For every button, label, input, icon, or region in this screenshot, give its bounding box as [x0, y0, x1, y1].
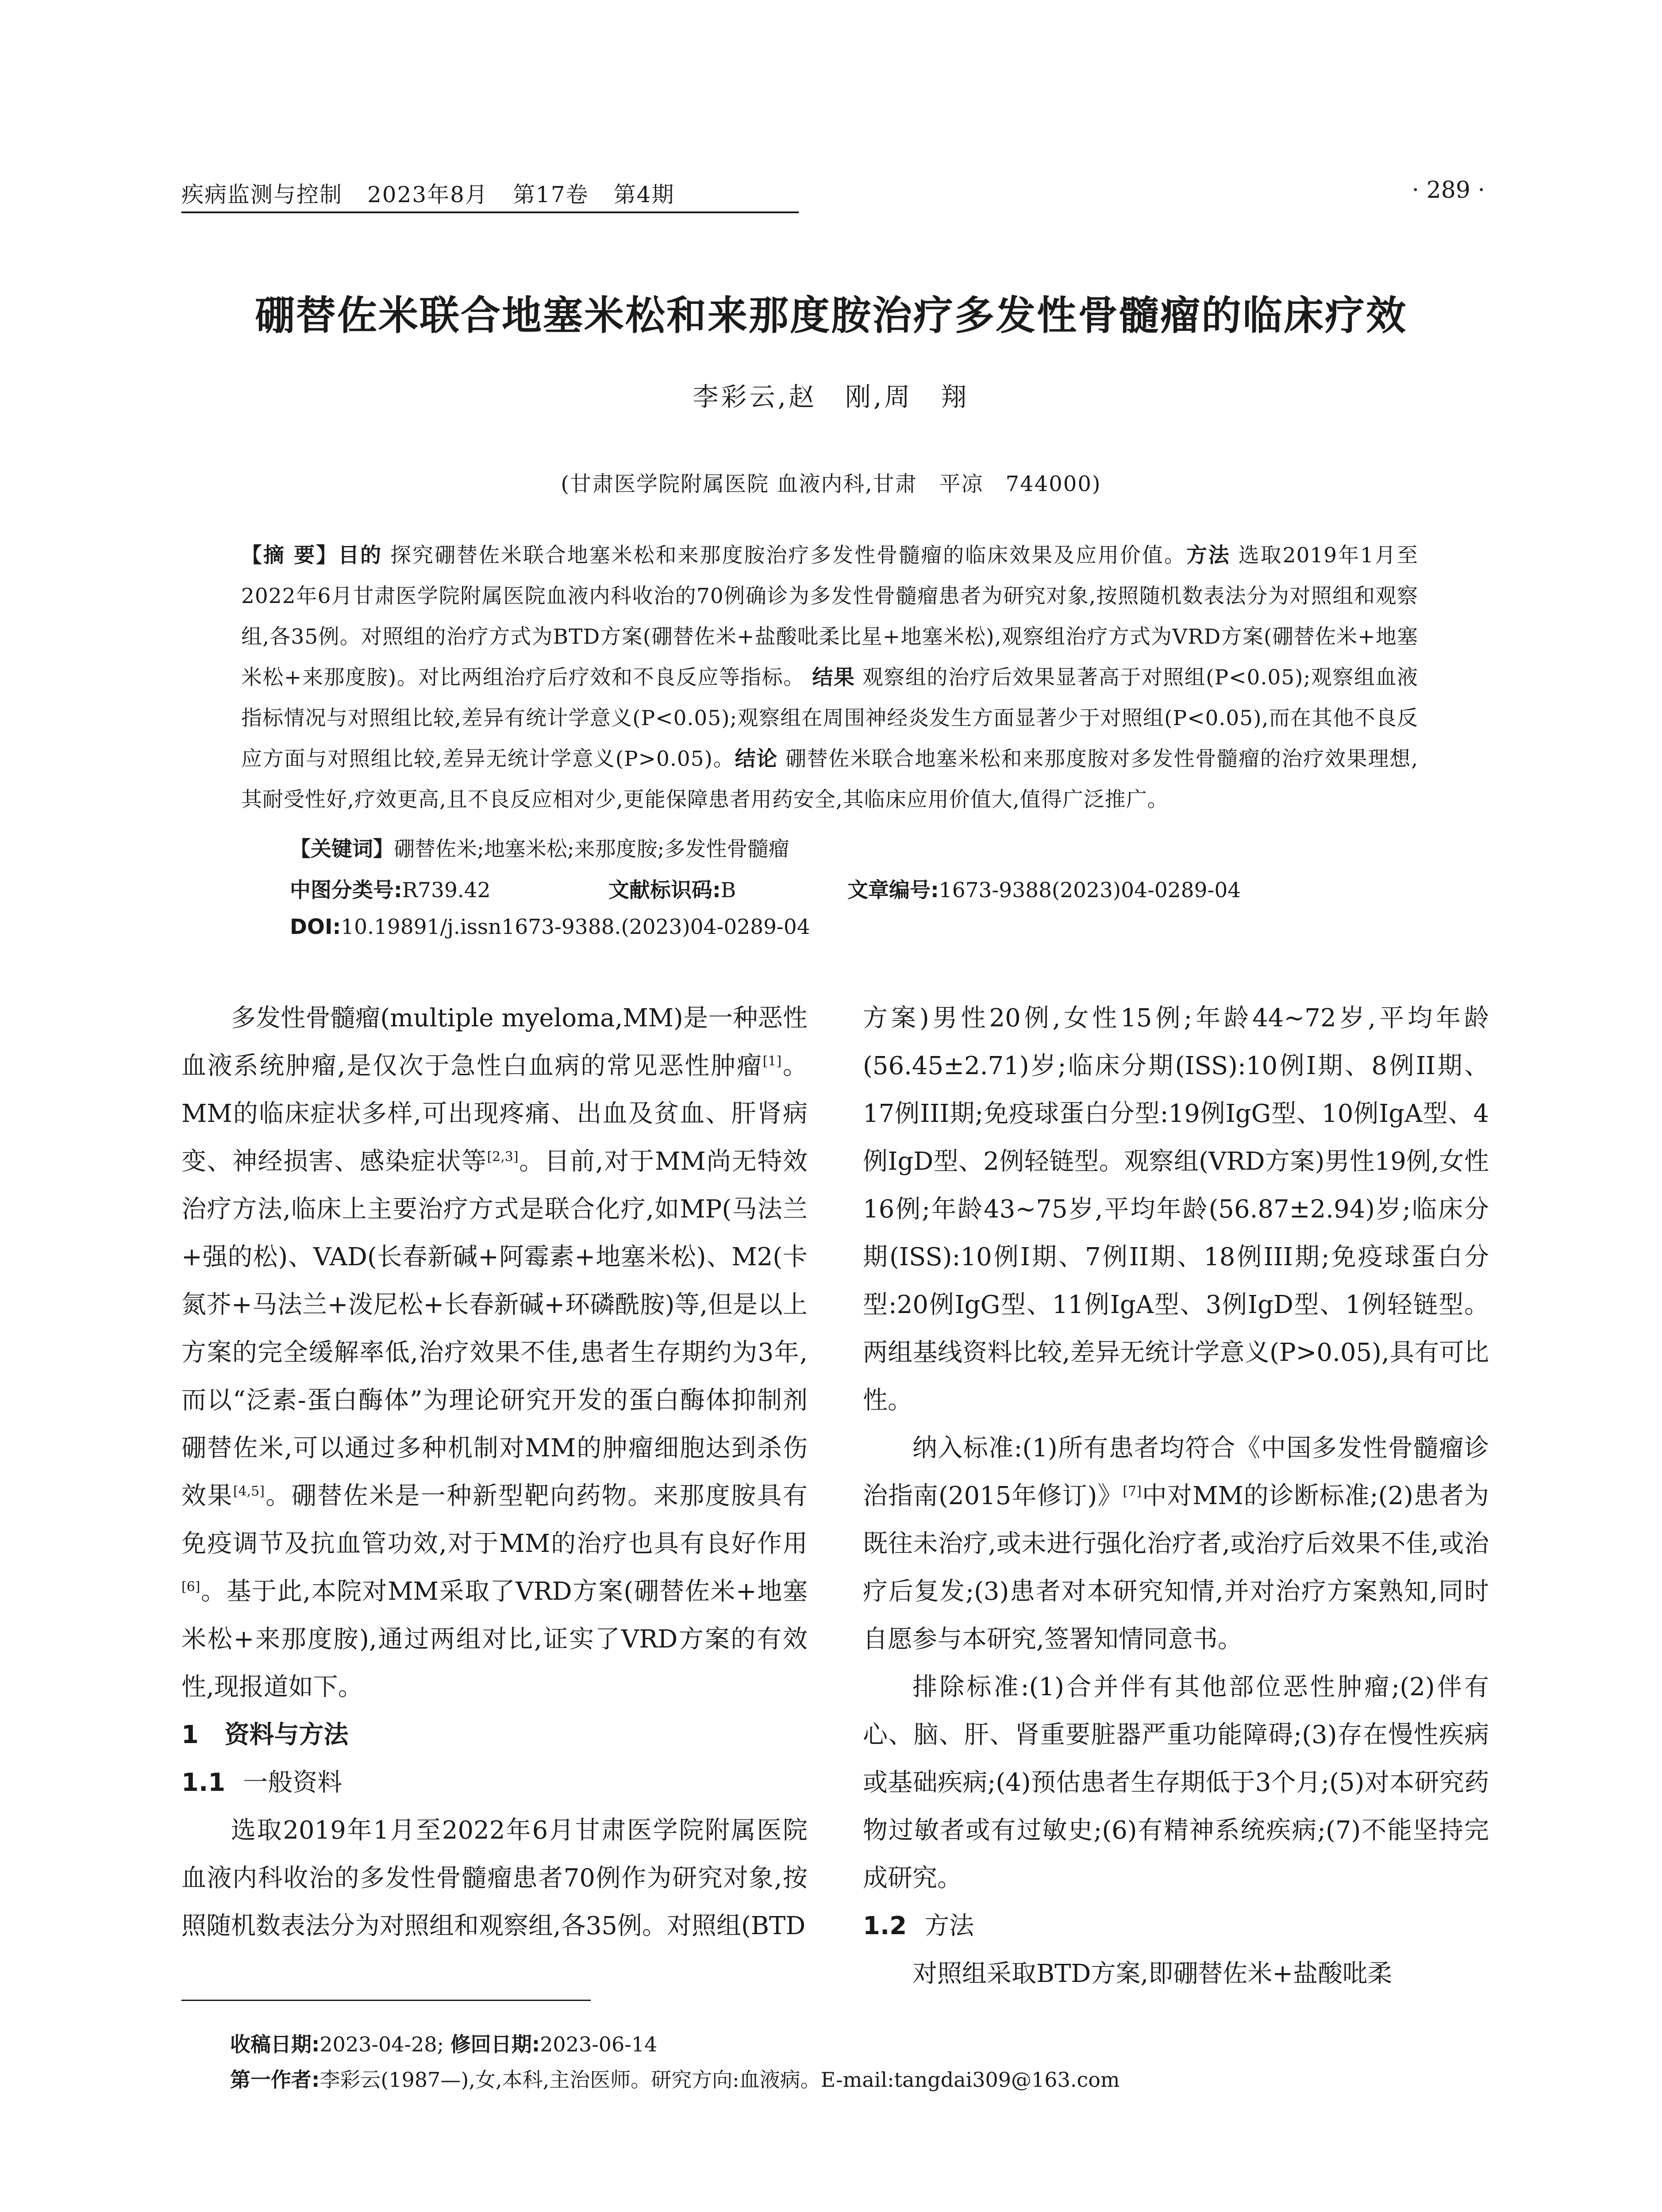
doi-value: 10.19891/j.issn1673-9388.(2023)04-0289-04 [341, 915, 810, 939]
objective-label: 目的 [338, 543, 383, 568]
keywords [290, 833, 1423, 862]
citation: [2,3] [487, 1149, 519, 1165]
subsection-title: 方法 [924, 1912, 974, 1940]
volume: 第17卷 [513, 182, 589, 207]
citation: [7] [1123, 1483, 1142, 1499]
header-rule [181, 211, 799, 213]
page-number: · 289 · [1412, 177, 1485, 204]
first-author-label: 第一作者: [230, 2068, 320, 2092]
subsection-heading [181, 1759, 808, 1807]
article-number-label: 文章编号: [847, 878, 939, 902]
intro-text-1: 多发性骨髓瘤(multiple myeloma,MM)是一种恶性血液系统肿瘤,是仅次于急性白血病的常见恶性肿瘤 [181, 1004, 808, 1080]
methods-label: 方法 [1186, 543, 1231, 568]
intro-text-3: 。目前,对于MM尚无特效治疗方法,临床上主要治疗方式是联合化疗,如MP(马法兰+强的松)、VAD(长春新碱+阿霉素+地塞米松)、M2(卡氮芥+马法兰+泼尼松+长春新碱+环磷酰胺)等,但是以上方案的完全缓解率低,治疗效果不佳,患者生存期约为3年,而以“泛素-蛋白酶体”为理论研究开发的蛋白酶体抑制剂硼替佐米,可以通过多种机制对MM的肿瘤细胞达到杀伤效果 [181, 1147, 808, 1510]
revised-label: 修回日期: [450, 2032, 540, 2056]
footnote-author [230, 2064, 1558, 2093]
subsection-number: 1.1 [181, 1768, 226, 1797]
citation: [4,5] [233, 1483, 265, 1499]
abstract [241, 535, 1418, 820]
abstract-label: 【摘 要】 [241, 543, 339, 568]
abstract-objective: 探究硼替佐米联合地塞米松和来那度胺治疗多发性骨髓瘤的临床效果及应用价值。 [390, 543, 1186, 568]
affiliation: (甘肃医学院附属医院 血液内科,甘肃 平凉 744000) [561, 472, 1101, 496]
general-data-continued-text: 方案)男性20例,女性15例;年龄44~72岁,平均年龄(56.45±2.71)岁;临床分期(ISS):10例I期、8例II期、17例III期;免疫球蛋白分型:19例IgG型、10例IgA型、4例IgD型、2例轻链型。观察组(VRD方案)男性19例,女性16例;年龄43~75岁,平均年龄(56.87±2.94)岁;临床分期(ISS):10例I期、7例II期、18例III期;免疫球蛋白分型:20例IgG型、11例IgA型、3例IgD型、1例轻链型。两组基线资料比较,差异无统计学意义(P>0.05),具有可比性。 [863, 1004, 1489, 1415]
body-column-right [863, 995, 1489, 1998]
doi-label: DOI: [290, 915, 341, 939]
issue-date: 2023年8月 [367, 182, 489, 207]
journal-name: 疾病监测与控制 [181, 182, 342, 207]
subsection-title: 一般资料 [243, 1768, 342, 1797]
intro-paragraph [181, 995, 808, 1711]
citation: [6] [181, 1579, 200, 1595]
doc-code-label: 文献标识码: [608, 878, 721, 902]
inclusion-text-1: 纳入标准:(1)所有患者均符合《中国多发性骨髓瘤诊治指南(2015年修订)》 [863, 1434, 1489, 1510]
abstract-results: 观察组的治疗后效果显著高于对照组(P<0.05);观察组血液指标情况与对照组比较,差异有统计学意义(P<0.05);观察组在周围神经炎发生方面显著少于对照组(P<0.05),而在其他不良反应方面与对照组比较,差异无统计学意义(P>0.05)。 [241, 665, 1418, 771]
general-data-paragraph: 选取2019年1月至2022年6月甘肃医学院附属医院血液内科收治的多发性骨髓瘤患者70例作为研究对象,按照随机数表法分为对照组和观察组,各35例。对照组(BTD [181, 1816, 808, 1940]
keywords-label: 【关键词】 [290, 837, 394, 861]
footnote-rule [181, 2000, 591, 2001]
methods-paragraph: 对照组采取BTD方案,即硼替佐米+盐酸吡柔 [912, 1959, 1393, 1988]
citation: [1] [762, 1053, 782, 1069]
inclusion-paragraph [863, 1425, 1489, 1663]
footnote-dates [230, 2028, 1558, 2058]
received-date: 2023-04-28; [319, 2032, 444, 2056]
issue-number: 第4期 [613, 182, 675, 207]
article-number-value: 1673-9388(2023)04-0289-04 [939, 878, 1241, 902]
exclusion-paragraph: 排除标准:(1)合并伴有其他部位恶性肿瘤;(2)伴有心、脑、肝、肾重要脏器严重功能障碍;(3)存在慢性疾病或基础疾病;(4)预估患者生存期低于3个月;(5)对本研究药物过敏者或有过敏史;(6)有精神系统疾病;(7)不能坚持完成研究。 [863, 1673, 1489, 1893]
inclusion-text-2: 中对MM的诊断标准;(2)患者为既往未治疗,或未进行强化治疗者,或治疗后效果不佳,或治疗后复发;(3)患者对本研究知情,并对治疗方案熟知,同时自愿参与本研究,签署知情同意书。 [863, 1482, 1489, 1654]
section-title: 资料与方法 [224, 1720, 349, 1749]
article-title: 硼替佐米联合地塞米松和来那度胺治疗多发性骨髓瘤的临床疗效 [255, 292, 1407, 339]
section-number: 1 [181, 1720, 199, 1749]
classification-line [290, 874, 1440, 903]
results-label: 结果 [812, 665, 855, 690]
intro-text-5: 。基于此,本院对MM采取了VRD方案(硼替佐米+地塞米松+来那度胺),通过两组对比,证实了VRD方案的有效性,现报道如下。 [181, 1577, 808, 1701]
keywords-text: 硼替佐米;地塞米松;来那度胺;多发性骨髓瘤 [394, 837, 789, 861]
clc-value: R739.42 [402, 878, 491, 902]
intro-text-4: 。硼替佐米是一种新型靶向药物。来那度胺具有免疫调节及抗血管功效,对于MM的治疗也具有良好作用 [181, 1482, 808, 1558]
revised-date: 2023-06-14 [540, 2032, 658, 2056]
doi-line [290, 915, 1440, 939]
intro-text-2: 。MM的临床症状多样,可出现疼痛、出血及贫血、肝肾病变、神经损害、感染症状等 [181, 1052, 808, 1176]
general-data-continued [863, 995, 1489, 1425]
received-label: 收稿日期: [230, 2032, 320, 2056]
abstract-conclusion: 硼替佐米联合地塞米松和来那度胺对多发性骨髓瘤的治疗效果理想,其耐受性好,疗效更高,且不良反应相对少,更能保障患者用药安全,其临床应用价值大,值得广泛推广。 [241, 747, 1419, 812]
running-header [181, 177, 700, 209]
conclusion-label: 结论 [735, 747, 778, 771]
doc-code-value: B [720, 878, 736, 902]
clc-label: 中图分类号: [290, 878, 402, 902]
subsection-heading [863, 1902, 1489, 1950]
author-list: 李彩云,赵 刚,周 翔 [692, 382, 970, 412]
body-column-left [181, 995, 808, 1950]
first-author-info: 李彩云(1987—),女,本科,主治医师。研究方向:血液病。E-mail:tangdai309@163.com [319, 2068, 1120, 2092]
subsection-number: 1.2 [863, 1912, 907, 1940]
section-heading [181, 1711, 808, 1759]
abstract-methods: 选取2019年1月至2022年6月甘肃医学院附属医院血液内科收治的70例确诊为多发性骨髓瘤患者为研究对象,按照随机数表法分为对照组和观察组,各35例。对照组的治疗方式为BTD方案(硼替佐米+盐酸吡柔比星+地塞米松),观察组治疗方式为VRD方案(硼替佐米+地塞米松+来那度胺)。对比两组治疗后疗效和不良反应等指标。 [241, 543, 1418, 690]
